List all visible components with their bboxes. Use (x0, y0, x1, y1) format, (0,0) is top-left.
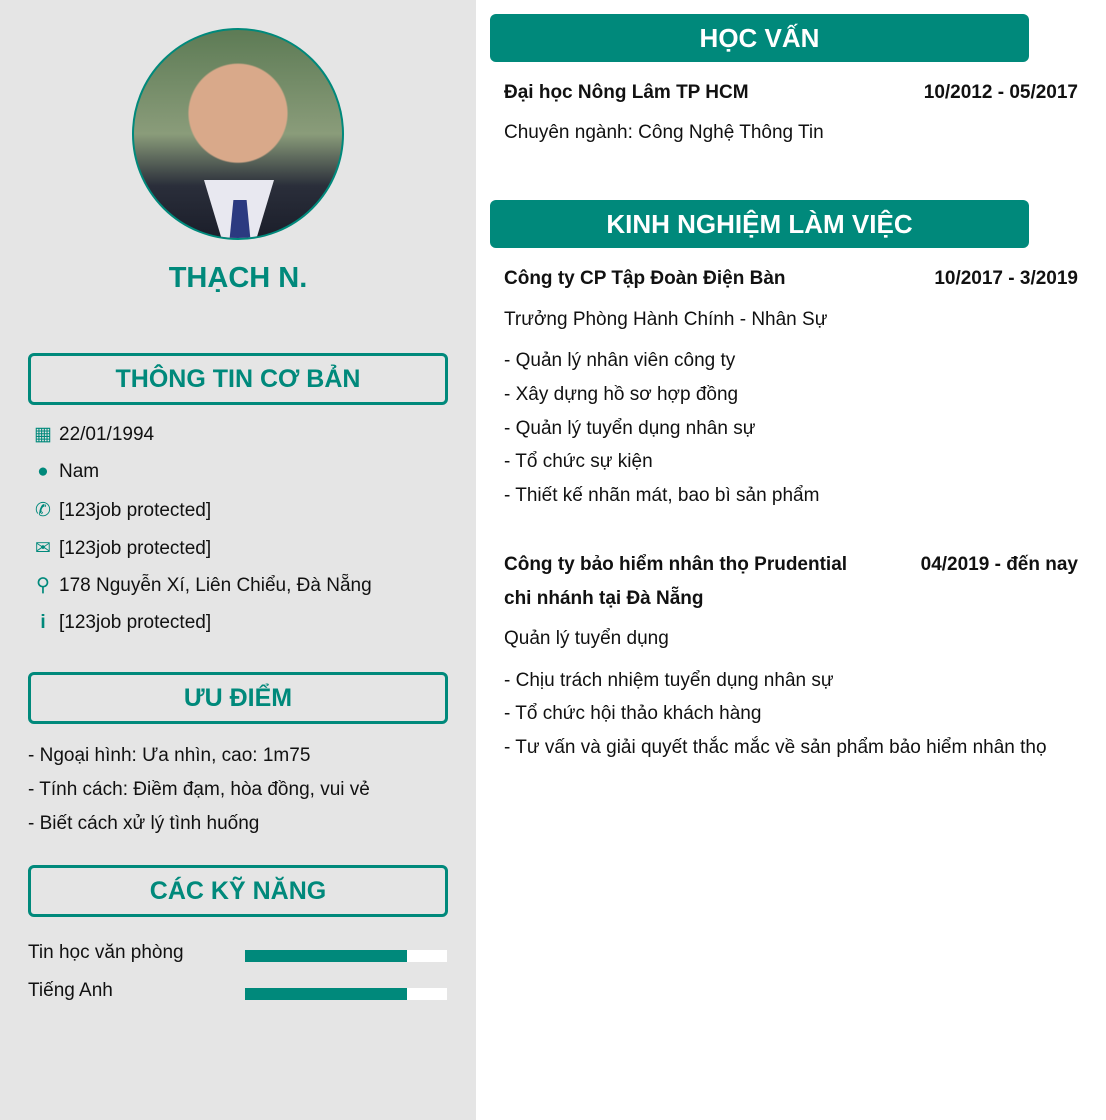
job-role: Quản lý tuyển dụng (504, 628, 669, 649)
strength-item: - Biết cách xử lý tình huống (28, 813, 260, 834)
major: Chuyên ngành: Công Nghệ Thông Tin (504, 122, 824, 143)
experience-heading: KINH NGHIỆM LÀM VIỆC (490, 200, 1029, 248)
job-period: 10/2017 - 3/2019 (934, 268, 1078, 289)
sidebar (0, 0, 476, 1120)
job-task: - Thiết kế nhãn mát, bao bì sản phẩm (504, 485, 820, 506)
info-icon: i (40, 612, 46, 633)
info-address: ⚲ 178 Nguyễn Xí, Liên Chiểu, Đà Nẵng (34, 574, 372, 597)
info-gender: ● Nam (34, 461, 99, 483)
school-name: Đại học Nông Lâm TP HCM (504, 82, 749, 103)
job-task: - Tư vấn và giải quyết thắc mắc về sản phẩm bảo hiểm nhân thọ (504, 737, 1047, 758)
phone-icon: ✆ (35, 500, 51, 521)
company-name: Công ty CP Tập Đoàn Điện Bàn (504, 268, 786, 289)
strengths-heading: ƯU ĐIỂM (28, 672, 448, 724)
skill-name: Tiếng Anh (28, 980, 113, 1001)
job-role: Trưởng Phòng Hành Chính - Nhân Sự (504, 309, 828, 330)
company-name: Công ty bảo hiểm nhân thọ Prudential (504, 554, 848, 575)
skill-bar-fill (245, 988, 407, 1000)
avatar (132, 28, 344, 240)
skills-heading: CÁC KỸ NĂNG (28, 865, 448, 917)
basic-info-heading: THÔNG TIN CƠ BẢN (28, 353, 448, 405)
education-period: 10/2012 - 05/2017 (923, 82, 1078, 103)
job-task: - Tổ chức sự kiện (504, 451, 653, 472)
job-period: 04/2019 - đến nay (920, 554, 1078, 575)
skill-name: Tin học văn phòng (28, 942, 184, 963)
map-marker-icon: ⚲ (36, 575, 50, 596)
calendar-icon: ▦ (34, 424, 52, 445)
strength-item: - Tính cách: Điềm đạm, hòa đồng, vui vẻ (28, 779, 370, 800)
info-other: i [123job protected] (34, 612, 211, 634)
job-task: - Quản lý tuyển dụng nhân sự (504, 418, 756, 439)
user-icon: ● (37, 461, 49, 482)
company-branch: chi nhánh tại Đà Nẵng (504, 588, 704, 609)
job-task: - Chịu trách nhiệm tuyển dụng nhân sự (504, 670, 834, 691)
job-task: - Quản lý nhân viên công ty (504, 350, 736, 371)
skill-bar-fill (245, 950, 407, 962)
strength-item: - Ngoại hình: Ưa nhìn, cao: 1m75 (28, 745, 311, 766)
info-email: ✉ [123job protected] (35, 537, 212, 559)
envelope-icon: ✉ (35, 538, 51, 559)
candidate-name: THẠCH N. (168, 262, 308, 294)
job-task: - Tổ chức hội thảo khách hàng (504, 703, 762, 724)
skill-bar (245, 988, 447, 1000)
info-phone: ✆ [123job protected] (35, 499, 212, 521)
info-birthdate: ▦ 22/01/1994 (34, 423, 155, 445)
education-heading: HỌC VẤN (490, 14, 1029, 62)
job-task: - Xây dựng hồ sơ hợp đồng (504, 384, 739, 405)
skill-bar (245, 950, 447, 962)
